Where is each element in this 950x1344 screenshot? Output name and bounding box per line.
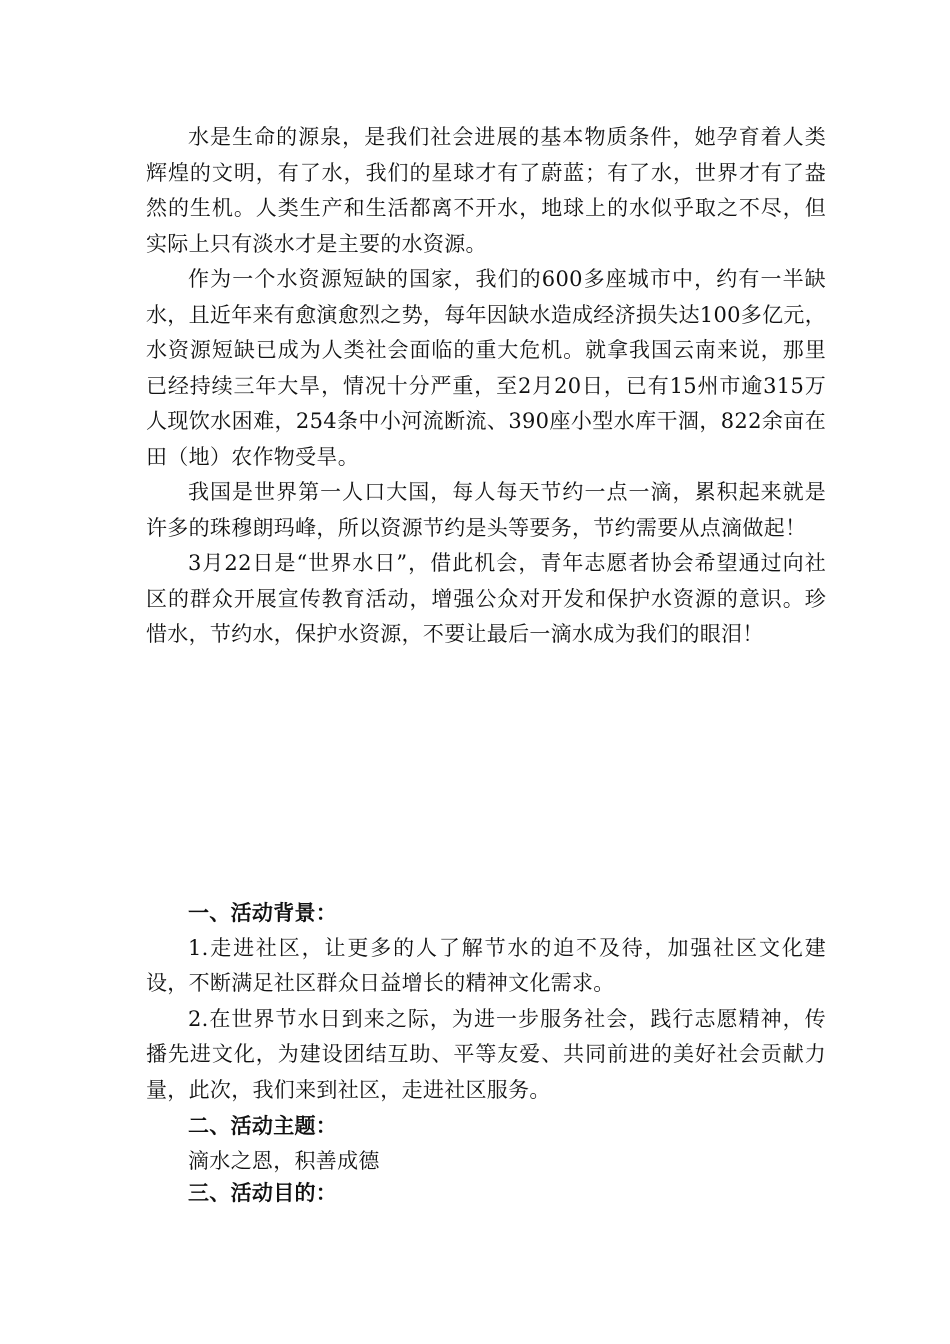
activity-plan-section <box>146 895 826 1211</box>
theme-text: 滴水之恩，积善成德 <box>188 1148 380 1173</box>
theme-heading: 二、活动主题： <box>188 1113 338 1138</box>
background-item-2: 2.在世界节水日到来之际，为进一步服务社会，践行志愿精神，传播先进文化，为建设团结互助、平等友爱、共同前进的美好社会贡献力量，此次，我们来到社区，走进社区服务。 <box>146 1006 826 1102</box>
intro-paragraph-2: 作为一个水资源短缺的国家，我们的600多座城市中，约有一半缺水，且近年来有愈演愈烈之势，每年因缺水造成经济损失达100多亿元，水资源短缺已成为人类社会面临的重大危机。就拿我国云南来说，那里已经持续三年大旱，情况十分严重，至2月20日，已有15州市逾315万人现饮水困难，254条中小河流断流、390座小型水库干涸，822余亩在田（地）农作物受旱。 <box>146 267 826 469</box>
background-heading: 一、活动背景： <box>188 900 338 925</box>
intro-paragraph-1: 水是生命的源泉，是我们社会进展的基本物质条件，她孕育着人类辉煌的文明，有了水，我们的星球才有了蔚蓝；有了水，世界才有了盎然的生机。人类生产和生活都离不开水，地球上的水似乎取之不尽，但实际上只有淡水才是主要的水资源。 <box>146 125 826 256</box>
intro-section <box>146 120 826 653</box>
intro-paragraph-4: 3月22日是“世界水日”，借此机会，青年志愿者协会希望通过向社区的群众开展宣传教育活动，增强公众对开发和保护水资源的意识。珍惜水，节约水，保护水资源，不要让最后一滴水成为我们的眼泪！ <box>146 551 826 646</box>
background-item-1: 1.走进社区，让更多的人了解节水的迫不及待，加强社区文化建设，不断满足社区群众日益增长的精神文化需求。 <box>146 935 826 995</box>
intro-paragraph-3: 我国是世界第一人口大国，每人每天节约一点一滴，累积起来就是许多的珠穆朗玛峰，所以资源节约是头等要务，节约需要从点滴做起！ <box>146 480 826 540</box>
purpose-heading: 三、活动目的： <box>188 1180 338 1205</box>
